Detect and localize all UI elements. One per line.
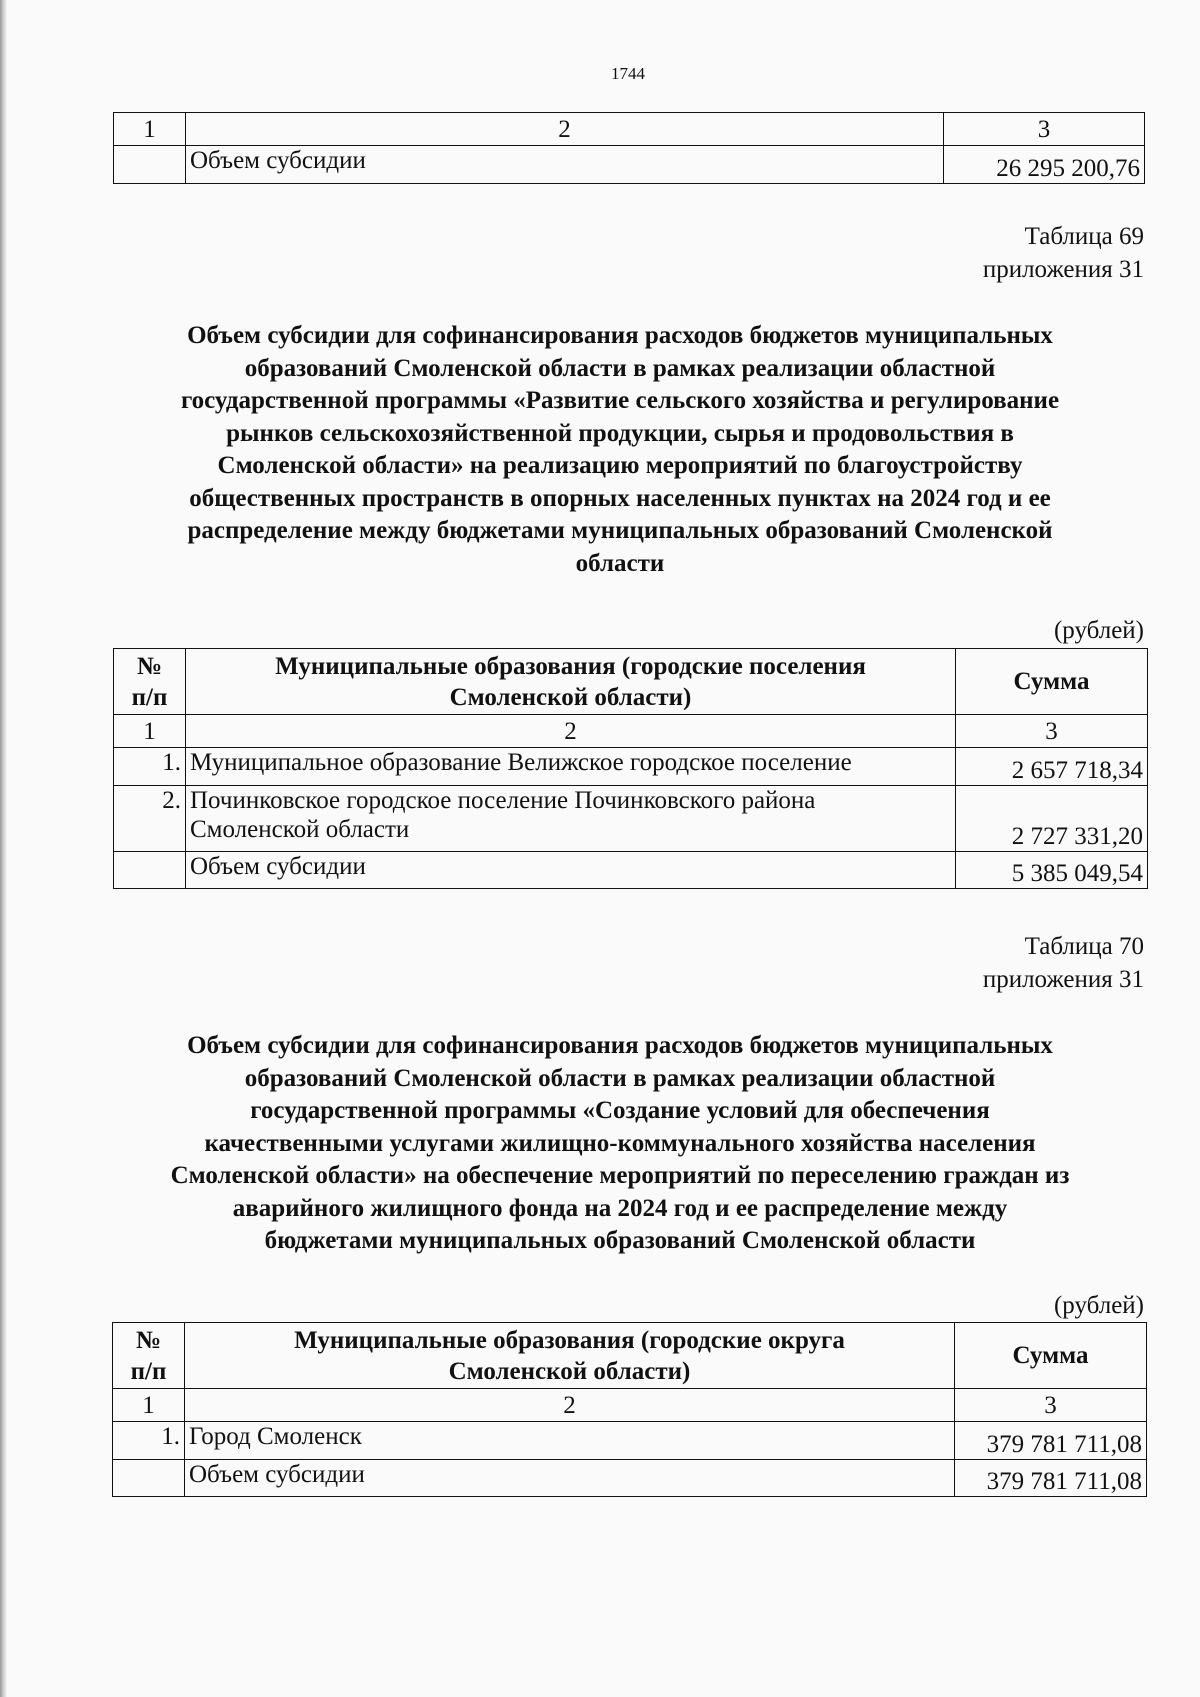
total-row: [114, 852, 1148, 889]
index-cell: 1: [114, 113, 186, 146]
row-amount: 5 385 049,54: [956, 852, 1148, 889]
row-number: [114, 852, 186, 889]
continuation-table: [113, 112, 1145, 184]
index-row: [114, 715, 1148, 748]
header-name: [186, 649, 956, 715]
table-label: [983, 220, 1144, 286]
index-row: [113, 1389, 1147, 1422]
header-amount: Сумма: [955, 1323, 1147, 1389]
units-label: (рублей): [1053, 617, 1144, 644]
units-label: (рублей): [1053, 1292, 1144, 1319]
title-line: качественными услугами жилищно-коммунального хозяйства населения: [204, 1129, 1036, 1157]
table-number: Таблица 69: [1024, 223, 1144, 250]
row-amount: 2 657 718,34: [956, 748, 1148, 786]
row-amount: 379 781 711,08: [955, 1422, 1147, 1460]
title-line: образований Смоленской области в рамках реализации областной: [244, 354, 996, 382]
index-row: [114, 113, 1145, 146]
index-cell: 2: [185, 1389, 955, 1422]
row-name: Объем субсидии: [186, 146, 944, 184]
index-cell: 3: [955, 1389, 1147, 1422]
row-name: Объем субсидии: [186, 852, 956, 889]
row-number: 1.: [114, 748, 186, 786]
subsidy-table: [112, 1322, 1147, 1497]
row-amount: 379 781 711,08: [955, 1460, 1147, 1497]
title-line: рынков сельскохозяйственной продукции, сырья и продовольствия в: [226, 419, 1014, 447]
total-row: [114, 146, 1145, 184]
row-name-line: Смоленской области: [190, 816, 410, 843]
index-cell: 2: [186, 113, 944, 146]
index-cell: 2: [186, 715, 956, 748]
row-name-line: Город Смоленск: [189, 1423, 362, 1450]
table-row: [113, 1422, 1147, 1460]
header-text: Муниципальные образования (городские поселения: [275, 652, 866, 680]
title-line: Объем субсидии для софинансирования расходов бюджетов муниципальных: [187, 1032, 1053, 1059]
title-line: государственной программы «Развитие сельского хозяйства и регулирование: [180, 387, 1060, 414]
row-number: 2.: [114, 786, 186, 852]
row-name: [186, 748, 956, 786]
row-name-line: Муниципальное образование Велижское городское поселение: [190, 749, 852, 776]
index-cell: 3: [956, 715, 1148, 748]
title-line: аварийного жилищного фонда на 2024 год и ее распределение между: [232, 1194, 1008, 1222]
title-line: Объем субсидии для софинансирования расходов бюджетов муниципальных: [187, 322, 1053, 349]
table-number: Таблица 70: [1024, 933, 1144, 960]
title-line: распределение между бюджетами муниципальных образований Смоленской: [187, 517, 1053, 544]
row-number: 1.: [113, 1422, 185, 1460]
page-number: 1744: [611, 64, 645, 83]
title-line: Смоленской области» на реализацию мероприятий по благоустройству: [217, 452, 1023, 479]
row-name: [186, 786, 956, 852]
header-text: п/п: [131, 683, 168, 711]
scan-edge: [0, 0, 7, 1697]
title-line: государственной программы «Создание условий для обеспечения: [250, 1097, 990, 1124]
subsidy-table: [113, 648, 1148, 889]
index-cell: 1: [113, 1389, 185, 1422]
header-row: [113, 1323, 1147, 1389]
row-amount: 26 295 200,76: [944, 146, 1145, 184]
row-name: Объем субсидии: [185, 1460, 955, 1497]
header-text: Смоленской области): [449, 683, 692, 711]
section-title: [100, 320, 1140, 580]
header-name: [185, 1323, 955, 1389]
header-amount: Сумма: [956, 649, 1148, 715]
title-line: области: [575, 549, 665, 577]
total-row: [113, 1460, 1147, 1497]
row-amount: 2 727 331,20: [956, 786, 1148, 852]
table-label: [983, 930, 1144, 996]
row-number: [114, 146, 186, 184]
table-appendix: приложения 31: [982, 966, 1144, 993]
table-row: [114, 786, 1148, 852]
title-line: общественных пространств в опорных населенных пунктах на 2024 год и ее: [189, 484, 1051, 512]
index-cell: 1: [114, 715, 186, 748]
row-number: [113, 1460, 185, 1497]
header-number: [114, 649, 186, 715]
title-line: Смоленской области» на обеспечение мероприятий по переселению граждан из: [170, 1162, 1070, 1189]
header-text: №: [136, 652, 163, 680]
section-title: [100, 1030, 1140, 1258]
table-row: [114, 748, 1148, 786]
header-text: Муниципальные образования (городские округа: [294, 1326, 845, 1354]
index-cell: 3: [944, 113, 1145, 146]
header-row: [114, 649, 1148, 715]
header-text: п/п: [130, 1357, 167, 1385]
header-text: №: [135, 1326, 162, 1354]
row-name-line: Починковское городское поселение Починковского района: [190, 787, 816, 814]
title-line: образований Смоленской области в рамках реализации областной: [244, 1064, 996, 1092]
header-text: Смоленской области): [448, 1357, 691, 1385]
title-line: бюджетами муниципальных образований Смоленской области: [264, 1227, 976, 1254]
row-name: [185, 1422, 955, 1460]
header-number: [113, 1323, 185, 1389]
table-appendix: приложения 31: [982, 256, 1144, 283]
